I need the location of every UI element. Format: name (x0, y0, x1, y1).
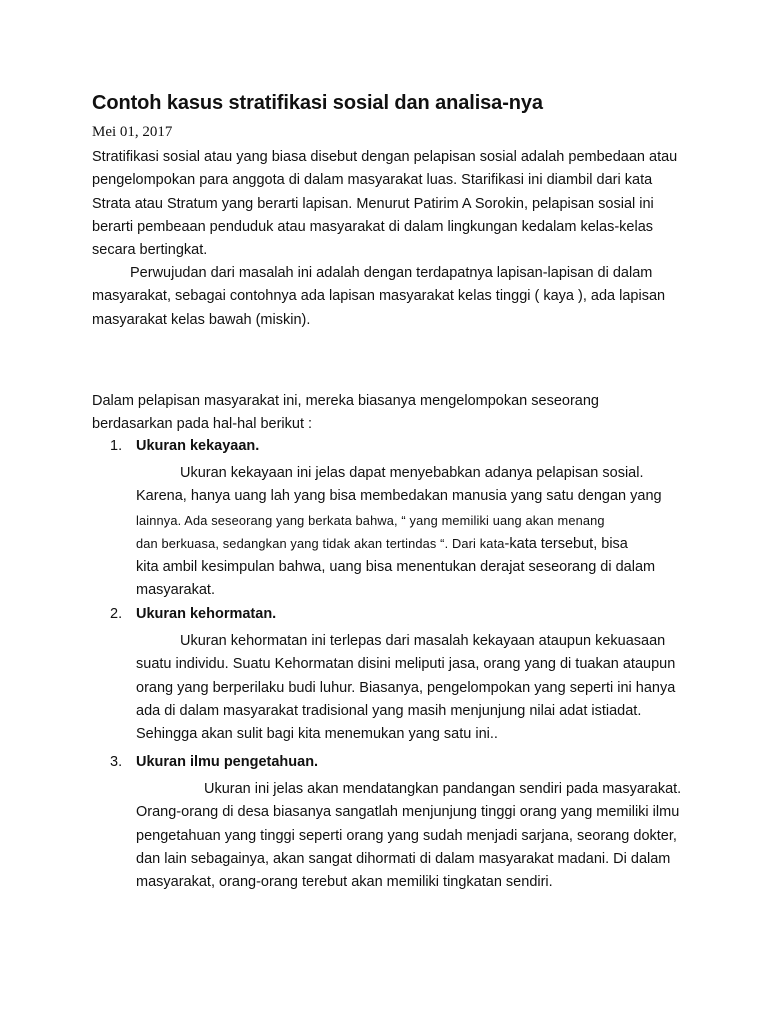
text-line: pengetahuan yang tinggi seperti orang yang sudah menjadi sarjana, seorang dokter, (136, 827, 677, 844)
text-line: Stratifikasi sosial atau yang biasa disebut dengan pelapisan sosial adalah pembedaan atau (92, 149, 678, 165)
paragraph-pelapisan (92, 390, 692, 437)
text-line: Strata atau Stratum yang berarti lapisan. Menurut Patirim A Sorokin, pelapisan sosial ini (92, 195, 654, 212)
text-line: pengelompokan para anggota di dalam masyarakat luas. Starifikasi ini diambil dari kata (92, 172, 653, 189)
text-line: Karena, hanya uang lah yang bisa membedakan manusia yang satu dengan yang (136, 488, 662, 505)
text-line: Sehingga akan sulit bagi kita menemukan yang satu ini.. (136, 726, 498, 743)
list-item-body (136, 630, 675, 746)
page-title: Contoh kasus stratifikasi sosial dan analisa-nya (92, 92, 543, 114)
list-number: 1. (110, 438, 123, 454)
text-line: Ukuran kekayaan ini jelas dapat menyebabkan adanya pelapisan sosial. (180, 465, 644, 481)
text-line: secara bertingkat. (92, 242, 208, 259)
text-line: suatu individu. Suatu Kehormatan disini meliputi jasa, orang yang di tuakan ataupun (136, 656, 676, 673)
list-item-title: Ukuran kehormatan. (136, 606, 277, 622)
text-line: Orang-orang di desa biasanya sangatlah menjunjung tinggi orang yang memiliki ilmu (136, 804, 680, 821)
text-line: Ukuran ini jelas akan mendatangkan pandangan sendiri pada masyarakat. (204, 781, 682, 797)
text-line: Perwujudan dari masalah ini adalah dengan terdapatnya lapisan-lapisan di dalam (130, 265, 653, 281)
text-line: lainnya. Ada seseorang yang berkata bahwa, “ yang memiliki uang akan menang (136, 512, 605, 528)
list-number: 2. (110, 606, 123, 622)
list-item-body (136, 462, 662, 603)
text-line: Dalam pelapisan masyarakat ini, mereka biasanya mengelompokan seseorang (92, 393, 599, 409)
text-line: Ukuran kehormatan ini terlepas dari masalah kekayaan ataupun kekuasaan (180, 633, 666, 649)
list-item-body (136, 778, 681, 894)
text-line: kita ambil kesimpulan bahwa, uang bisa menentukan derajat seseorang di dalam (136, 559, 656, 576)
text-line: ada di dalam masyarakat tradisional yang masih menjunjung nilai adat istiadat. (136, 702, 642, 719)
text-line: masyarakat, sebagai contohnya ada lapisan masyarakat kelas tinggi ( kaya ), ada lapisan (92, 288, 666, 305)
text-line (136, 532, 662, 556)
text-line: berdasarkan pada hal-hal berikut : (92, 416, 313, 433)
text-line: dan lain sebagainya, akan sangat dihormati di dalam masyarakat madani. Di dalam (136, 850, 671, 867)
text-line: masyarakat, orang-orang terebut akan memiliki tingkatan sendiri. (136, 874, 553, 891)
post-date: Mei 01, 2017 (92, 124, 173, 140)
text-line: masyarakat. (136, 582, 215, 599)
list-item-title: Ukuran ilmu pengetahuan. (136, 754, 319, 770)
list-number: 3. (110, 754, 123, 770)
text-line: orang yang berperilaku budi luhur. Biasanya, pengelompokan yang seperti ini hanya (136, 679, 676, 696)
text-line: berarti pembeaan penduduk atau masyarakat di dalam lingkungan kedalam kelas-kelas (92, 218, 654, 235)
list-item-title: Ukuran kekayaan. (136, 438, 260, 454)
paragraph-intro (92, 146, 692, 262)
text-segment: dan berkuasa, sedangkan yang tidak akan tertindas “. Dari kata (136, 535, 505, 551)
paragraph-perwujudan (92, 262, 692, 332)
text-segment: -kata tersebut, bisa (504, 535, 628, 552)
text-line: masyarakat kelas bawah (miskin). (92, 311, 311, 328)
